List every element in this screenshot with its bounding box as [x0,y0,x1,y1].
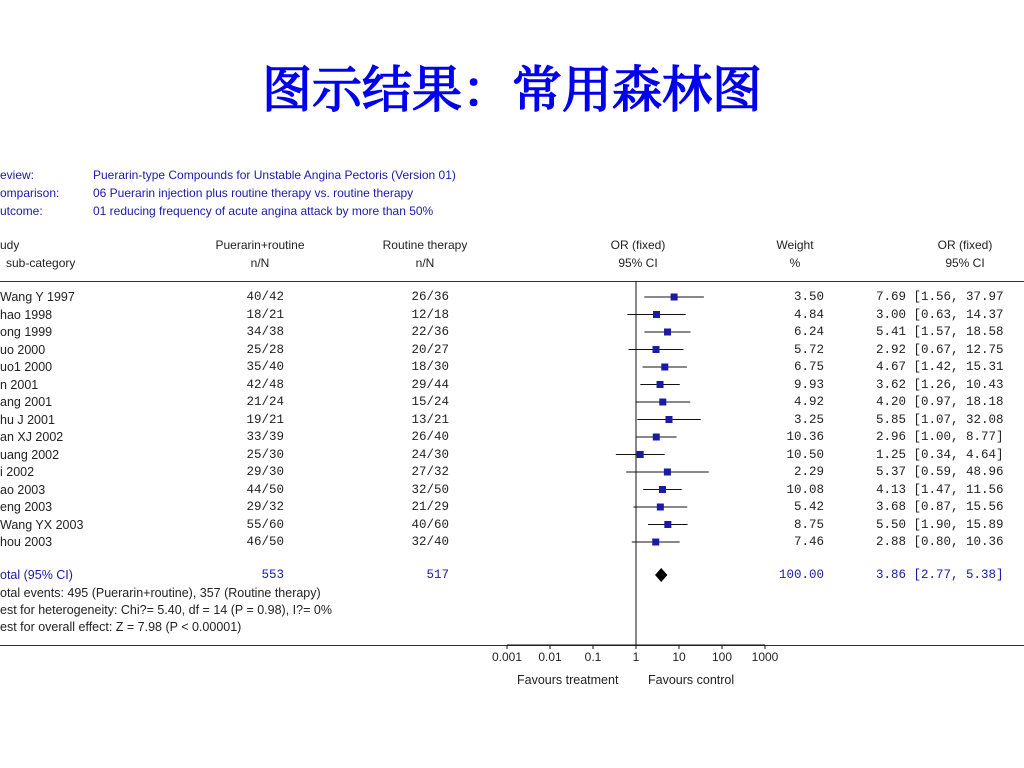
study-weight: 3.25 [793,412,824,427]
x-axis-tick-label: 100 [711,650,733,664]
study-or-ci: 4.13 [1.47, 11.56 [876,482,1004,497]
comparison-label: omparison: [0,186,60,200]
header-or-plot-ci: 95% CI [618,256,658,270]
study-control-nn: 27/32 [411,465,449,479]
header-weight: Weight [776,238,814,252]
study-control-nn: 26/40 [411,430,449,444]
study-name: uo 2000 [0,342,46,357]
study-weight: 3.50 [793,290,824,304]
study-weight: 5.42 [793,500,824,514]
study-treatment-nn: 34/38 [246,325,284,339]
x-axis-tick-label: 0.001 [491,650,523,664]
study-weight: 6.24 [793,325,824,339]
study-or-ci: 5.50 [1.90, 15.89 [876,517,1004,532]
study-weight: 6.75 [793,360,824,374]
study-control-nn: 15/24 [411,395,449,409]
study-weight: 9.93 [793,377,824,392]
study-name: an XJ 2002 [0,430,64,444]
slide-title: 图示结果：常用森林图 [262,61,762,119]
study-name: n 2001 [0,377,39,392]
study-or-ci: 5.41 [1.57, 18.58 [876,325,1004,339]
study-name: ang 2001 [0,395,53,409]
study-weight: 8.75 [793,517,824,532]
outcome-label: utcome: [0,204,43,218]
study-name: hao 1998 [0,307,53,322]
study-name: hu J 2001 [0,412,55,427]
header-study: udy [0,238,20,252]
x-axis-tick-label: 0.1 [584,650,602,664]
study-weight: 4.84 [793,307,824,322]
study-name: Wang YX 2003 [0,517,84,532]
x-axis-tick-label: 1000 [751,650,779,664]
study-marker [653,311,660,318]
study-or-ci: 3.68 [0.87, 15.56 [876,500,1004,514]
x-axis-tick-label: 1 [632,650,640,664]
study-weight: 4.92 [793,395,824,409]
study-or-ci: 4.20 [0.97, 18.18 [876,395,1004,409]
header-treatment-nn: n/N [250,256,270,270]
study-treatment-nn: 55/60 [246,517,284,532]
header-or-text: OR (fixed) [937,238,993,252]
study-treatment-nn: 19/21 [246,412,284,427]
study-treatment-nn: 29/32 [246,500,284,514]
study-treatment-nn: 25/30 [246,447,284,462]
study-or-ci: 5.85 [1.07, 32.08 [876,412,1004,427]
study-marker [664,469,671,476]
note-heterogeneity: est for heterogeneity: Chi?= 5.40, df = 14 (P = 0.98), I?= 0% [0,603,332,617]
header-or-text-ci: 95% CI [945,256,985,270]
study-name: ong 1999 [0,325,53,339]
study-name: uo1 2000 [0,360,53,374]
study-weight: 5.72 [793,342,824,357]
study-weight: 10.50 [786,447,824,462]
study-or-ci: 3.00 [0.63, 14.37 [876,307,1004,322]
study-treatment-nn: 35/40 [246,360,284,374]
study-marker [657,504,664,511]
study-treatment-nn: 42/48 [246,377,284,392]
study-treatment-nn: 29/30 [246,465,284,479]
outcome-value: 01 reducing frequency of acute angina attack by more than 50% [93,204,434,218]
study-treatment-nn: 46/50 [246,535,284,549]
favours-control-label: Favours control [648,673,735,687]
total-control: 517 [426,568,449,582]
favours-treatment-label: Favours treatment [517,673,619,687]
study-weight: 2.29 [793,465,824,479]
study-name: Wang Y 1997 [0,290,75,304]
study-weight: 10.36 [786,430,824,444]
study-control-nn: 13/21 [411,412,449,427]
study-weight: 7.46 [793,535,824,549]
study-marker [665,416,672,423]
study-control-nn: 26/36 [411,290,449,304]
study-treatment-nn: 33/39 [246,430,284,444]
study-control-nn: 32/40 [411,535,449,549]
study-or-ci: 2.96 [1.00, 8.77] [876,430,1004,444]
note-total-events: otal events: 495 (Puerarin+routine), 357 (Routine therapy) [0,586,321,600]
review-label: eview: [0,168,35,182]
study-marker [653,346,660,353]
study-treatment-nn: 25/28 [246,342,284,357]
study-treatment-nn: 18/21 [246,307,284,322]
header-weight-pct: % [789,256,801,270]
study-or-ci: 5.37 [0.59, 48.96 [876,465,1004,479]
study-control-nn: 40/60 [411,517,449,532]
study-or-ci: 1.25 [0.34, 4.64] [876,447,1004,462]
pooled-diamond [655,568,667,582]
study-or-ci: 3.62 [1.26, 10.43 [876,377,1004,392]
study-treatment-nn: 40/42 [246,290,284,304]
study-marker [637,451,644,458]
note-overall-effect: est for overall effect: Z = 7.98 (P < 0.00001) [0,620,242,634]
total-label: otal (95% CI) [0,568,73,582]
header-control: Routine therapy [382,238,468,252]
study-name: ao 2003 [0,482,46,497]
study-marker [664,521,671,528]
study-marker [671,294,678,301]
total-or-ci: 3.86 [2.77, 5.38] [876,568,1004,582]
study-control-nn: 18/30 [411,360,449,374]
study-control-nn: 21/29 [411,500,449,514]
study-or-ci: 4.67 [1.42, 15.31 [876,360,1004,374]
study-control-nn: 12/18 [411,307,449,322]
study-marker [653,434,660,441]
total-treatment: 553 [261,568,284,582]
study-control-nn: 24/30 [411,447,449,462]
study-name: uang 2002 [0,447,60,462]
x-axis-tick-label: 0.01 [538,650,562,664]
study-weight: 10.08 [786,482,824,497]
study-treatment-nn: 21/24 [246,395,284,409]
study-marker [659,399,666,406]
study-or-ci: 2.88 [0.80, 10.36 [876,535,1004,549]
header-treatment: Puerarin+routine [215,238,305,252]
study-marker [661,364,668,371]
study-treatment-nn: 44/50 [246,482,284,497]
study-marker [652,539,659,546]
study-name: hou 2003 [0,535,53,549]
total-weight: 100.00 [778,568,824,582]
comparison-value: 06 Puerarin injection plus routine therapy vs. routine therapy [93,186,414,200]
study-control-nn: 22/36 [411,325,449,339]
x-axis-tick-label: 10 [672,650,686,664]
study-marker [664,329,671,336]
study-control-nn: 20/27 [411,342,449,357]
header-or-plot: OR (fixed) [610,238,666,252]
study-name: eng 2003 [0,500,53,514]
header-subcategory: sub-category [6,256,76,270]
study-marker [659,486,666,493]
study-control-nn: 32/50 [411,482,449,497]
review-value: Puerarin-type Compounds for Unstable Angina Pectoris (Version 01) [93,168,456,182]
header-control-nn: n/N [415,256,435,270]
study-marker [657,381,664,388]
study-control-nn: 29/44 [411,377,449,392]
study-or-ci: 7.69 [1.56, 37.97 [876,290,1004,304]
study-name: i 2002 [0,465,35,479]
study-or-ci: 2.92 [0.67, 12.75 [876,342,1004,357]
